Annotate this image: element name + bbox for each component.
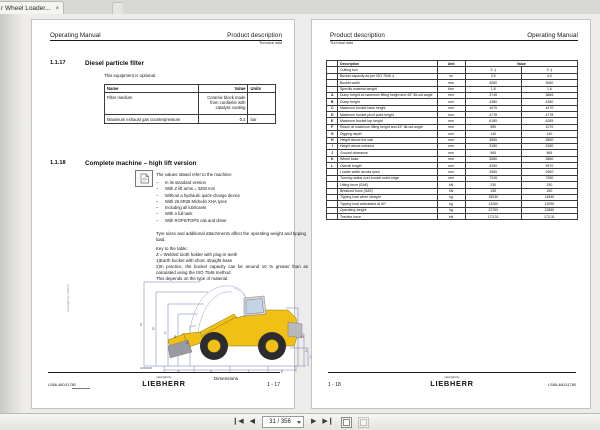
- cell-key: D: [327, 112, 338, 118]
- cell-description: Height above exhaust: [338, 143, 437, 149]
- list-item-label: With Z lift arms = 3250 mm: [165, 186, 216, 192]
- brand-wordmark: LIEBHERR: [430, 379, 474, 388]
- cell-v2: 140: [521, 131, 577, 137]
- footer-page-number: 1 - 17: [267, 382, 280, 388]
- cell-v2: 2960: [521, 169, 577, 175]
- cell-unit: mm: [437, 175, 465, 181]
- cell-v2: 14840: [521, 194, 577, 200]
- cell-v2: 4778: [521, 112, 577, 118]
- cell-v2: 9370: [521, 163, 577, 169]
- cell-v1: 7245: [465, 175, 521, 181]
- svg-text:D: D: [152, 327, 155, 331]
- cell-v2: 173.31: [521, 214, 577, 220]
- cell-v2: 3580: [521, 156, 577, 162]
- cell-v2: 1070: [521, 124, 577, 130]
- cell-description: Loader width across tyres: [338, 169, 437, 175]
- cell-key: B: [327, 99, 338, 105]
- cell-v1: 173.31: [465, 214, 521, 220]
- figure-caption: Dimensions: [214, 376, 238, 381]
- cell-v2: 3180: [521, 143, 577, 149]
- page-left: [32, 20, 311, 408]
- page-number-value: 31 / 356: [269, 418, 291, 425]
- cell-v1: 3.5: [465, 73, 521, 79]
- cell-key: I: [327, 143, 338, 149]
- cell-v2: 4380: [521, 99, 577, 105]
- section-2-intro: The values stated refer to the machine:: [156, 172, 233, 177]
- page-left-header-left: Operating Manual: [50, 32, 101, 39]
- key-line-2: 2)In practice, the bucket capacity can be around 10 % greater than as calculated using the ISO 7546 method.: [156, 264, 308, 276]
- column-header-description: Description: [338, 61, 437, 67]
- footer-logo: [142, 376, 185, 388]
- cell-v2: Z ¹): [521, 67, 577, 73]
- svg-text:C: C: [164, 331, 167, 335]
- cell-description: Tipping load articulated at 40°: [338, 201, 437, 207]
- table-row: [105, 115, 276, 123]
- column-header-value: Value: [465, 61, 577, 67]
- cell-v1: 9250: [465, 163, 521, 169]
- page-right: [312, 20, 590, 408]
- list-item-label: Including all lubricants: [165, 205, 207, 211]
- cell-unit: mm: [437, 137, 465, 143]
- section-2-bullet-list: [156, 180, 306, 224]
- cell-key: C: [327, 105, 338, 111]
- cell-description: Bucket capacity as per ISO 7546 ²): [338, 73, 437, 79]
- cell-unit: mm: [437, 118, 465, 124]
- cell-description: Operating weight: [338, 207, 437, 213]
- cell-key: E: [327, 118, 338, 124]
- cell-v1: 155: [465, 188, 521, 194]
- column-header-unit: Unit: [437, 61, 465, 67]
- list-item: – With ROPS/FOPS cab and driver: [156, 217, 227, 223]
- cell-description: Maximum bucket pivot point height: [338, 112, 437, 118]
- cell-description: Height above the cab: [338, 137, 437, 143]
- table-header-row: [105, 85, 276, 93]
- list-item-label: In its standard version: [165, 180, 206, 185]
- cell-v1: 6180: [465, 118, 521, 124]
- cell-unit: kg: [437, 194, 465, 200]
- cell-key: [327, 214, 338, 220]
- cell-description: Dump height: [338, 99, 437, 105]
- cell-v1: 140: [465, 131, 521, 137]
- cell-v2: 3060: [521, 80, 577, 86]
- svg-text:J: J: [305, 349, 307, 353]
- cell-unit: mm: [437, 80, 465, 86]
- list-item-label: With 26.5R25 Michelin XHA tyres: [165, 198, 227, 204]
- cell-v2: 230: [521, 182, 577, 188]
- cell-v1: 2960: [465, 169, 521, 175]
- svg-text:B: B: [174, 335, 177, 339]
- diesel-particle-filter-table: [104, 84, 276, 124]
- cell-unit: mm: [437, 105, 465, 111]
- cell-description: Ground clearance: [338, 150, 437, 156]
- list-item: – With 26.5R25 Michelin XHA tyres: [156, 198, 227, 204]
- footer-copyright: copyright by: [444, 376, 460, 379]
- cell-v1: 565: [465, 150, 521, 156]
- cell-unit: mm: [437, 131, 465, 137]
- cell-v2: 1.6: [521, 86, 577, 92]
- footer-document-id: LS66-460/11780: [48, 383, 76, 387]
- section-title: Diesel particle filter: [85, 60, 144, 67]
- cell-v2: 4.0: [521, 73, 577, 79]
- footer-copyright: copyright by: [156, 376, 172, 379]
- cell-v2: 3550: [521, 137, 577, 143]
- section-2-paragraph: Tyre sizes and additional attachments affect the operating weight and tipping load.: [156, 231, 306, 243]
- cell-v2: 13090: [521, 201, 577, 207]
- section-number: 1.1.18: [50, 160, 66, 166]
- complete-machine-specification-table: [326, 60, 578, 220]
- key-line-z: Z = Welded tooth holder with plug-in teeth: [156, 252, 238, 257]
- viewer-left-gutter: [0, 14, 22, 414]
- figure-reference: LMS0003: [140, 366, 152, 370]
- cell-key: G: [327, 131, 338, 137]
- cell-key: K: [327, 156, 338, 162]
- table-body: [327, 61, 578, 220]
- list-item-label: With ROPS/FOPS cab and driver: [165, 217, 227, 223]
- cell-description: Turning radius over bucket outer edge: [338, 175, 437, 181]
- copy-icon[interactable]: [341, 417, 352, 428]
- page-side-note: copyright by Liebherr: [66, 283, 70, 312]
- paste-icon[interactable]: [358, 417, 369, 428]
- section-heading-diesel-particle-filter: [50, 60, 144, 67]
- cell-v2: 565: [521, 150, 577, 156]
- section-title: Complete machine – high lift version: [85, 160, 197, 167]
- cell-v2: 4470: [521, 105, 577, 111]
- cell-v1: 4380: [465, 99, 521, 105]
- page-right-header-left: Product description: [330, 32, 385, 39]
- page-right-header: [330, 32, 578, 41]
- page-right-subheader: Technical data: [330, 41, 353, 45]
- cell-v1: 230: [465, 182, 521, 188]
- cell-unit: m³: [437, 73, 465, 79]
- cell-description: Maximum bucket top height: [338, 118, 437, 124]
- page-left-subheader: Technical data: [259, 41, 282, 45]
- cell-unit: [248, 93, 276, 115]
- tab-strip: [0, 0, 600, 15]
- cell-unit: mm: [437, 163, 465, 169]
- cell-v1: 3580: [465, 156, 521, 162]
- brand-wordmark: LIEBHERR: [142, 379, 186, 388]
- cell-name: Maximum exhaust gas counterpressure: [105, 115, 199, 123]
- cell-v1: Z ¹): [465, 67, 521, 73]
- key-line-3: This depends on the type of material.: [156, 276, 229, 281]
- cell-description: Cutting tool: [338, 67, 437, 73]
- cell-unit: kg: [437, 207, 465, 213]
- viewer-toolbar: [0, 413, 600, 430]
- cell-v1: 4778: [465, 112, 521, 118]
- cell-description: Tipping load when straight: [338, 194, 437, 200]
- cell-v1: 15030: [465, 194, 521, 200]
- footer-divider: [328, 372, 576, 373]
- cell-description: Overall length: [338, 163, 437, 169]
- svg-text:H: H: [301, 335, 304, 339]
- cell-v1: 3060: [465, 80, 521, 86]
- list-item: – In its standard version: [156, 180, 206, 185]
- key-to-table-title: Key to the table:: [156, 246, 188, 251]
- cell-v1: 13260: [465, 201, 521, 207]
- cell-description: Wheel base: [338, 156, 437, 162]
- footer-document-id: LS66-460/11780: [548, 383, 576, 387]
- cell-unit: mm: [437, 169, 465, 175]
- svg-text:F: F: [281, 370, 284, 374]
- cell-unit: bar: [248, 115, 276, 123]
- cell-unit: mm: [437, 99, 465, 105]
- cell-description: Bucket width: [338, 80, 437, 86]
- page-number-input[interactable]: [262, 416, 304, 428]
- svg-text:E: E: [140, 323, 143, 327]
- tab-title: r Wheel Loader...: [1, 4, 51, 12]
- document-viewer-canvas: [0, 14, 600, 414]
- wheel-loader-dimension-drawing: [138, 274, 314, 374]
- svg-text:I: I: [310, 355, 311, 359]
- cell-description: Dump height at maximum lifting height and 45° tilt-out angle: [338, 92, 437, 98]
- cell-name: Filter medium: [105, 93, 199, 115]
- table-row: [327, 214, 578, 220]
- section-heading-complete-machine: [50, 160, 197, 167]
- column-header-value: Value: [198, 85, 248, 93]
- cell-unit: t/m³: [437, 86, 465, 92]
- cell-description: Lifting force (SAE): [338, 182, 437, 188]
- cell-v1: 980: [465, 124, 521, 130]
- cell-value: Ceramic block made from cordierite with catalytic coating: [198, 93, 248, 115]
- cell-unit: mm: [437, 124, 465, 130]
- column-header-name: Name: [105, 85, 199, 93]
- page-left-footer: [48, 376, 280, 394]
- cell-description: Digging depth: [338, 131, 437, 137]
- next-page-button[interactable]: ▶: [311, 418, 317, 425]
- cell-unit: mm: [437, 150, 465, 156]
- footer-page-number: 1 - 18: [328, 382, 341, 388]
- cell-v2: 7280: [521, 175, 577, 181]
- cell-unit: kN: [437, 182, 465, 188]
- page-right-footer: [328, 376, 576, 394]
- first-page-button[interactable]: ❙◀: [232, 418, 244, 425]
- cell-description: Tractive force: [338, 214, 437, 220]
- chevron-down-icon[interactable]: [297, 421, 301, 424]
- section-number: 1.1.17: [50, 60, 66, 66]
- cell-description: Reach at maximum lifting height and 45° tilt-out angle: [338, 124, 437, 130]
- footer-divider: [48, 372, 280, 373]
- tab-document[interactable]: [0, 1, 64, 15]
- previous-page-button[interactable]: ◀: [249, 418, 255, 425]
- page-left-header-right: Product description: [227, 32, 282, 39]
- cell-unit: mm: [437, 112, 465, 118]
- page-left-header: [50, 32, 282, 41]
- cell-key: F: [327, 124, 338, 130]
- cell-unit: kN: [437, 188, 465, 194]
- cell-value: 0.2: [198, 115, 248, 123]
- table-row: [105, 93, 276, 115]
- last-page-button[interactable]: ▶❙: [322, 418, 334, 425]
- cell-unit: kg: [437, 201, 465, 207]
- cell-key: J: [327, 150, 338, 156]
- cell-description: Breakout force (SAE): [338, 188, 437, 194]
- cell-v2: 22860: [521, 207, 577, 213]
- list-item-label: Without a hydraulic quick-change device: [165, 192, 240, 198]
- cell-v2: 3665: [521, 92, 577, 98]
- cell-unit: kN: [437, 214, 465, 220]
- list-item: – With Z lift arms = 3250 mm: [156, 186, 216, 192]
- footer-logo: [430, 376, 473, 388]
- cell-description: Maximum bucket base height: [338, 105, 437, 111]
- list-item: – Without a hydraulic quick-change device: [156, 192, 240, 198]
- cell-unit: mm: [437, 92, 465, 98]
- cell-v2: 150: [521, 188, 577, 194]
- cell-v1: 1.8: [465, 86, 521, 92]
- list-item: – Including all lubricants: [156, 205, 207, 211]
- cell-key: A: [327, 92, 338, 98]
- cell-v1: 3745: [465, 92, 521, 98]
- cell-v1: 3180: [465, 143, 521, 149]
- cell-v1: 4470: [465, 105, 521, 111]
- cell-unit: mm: [437, 156, 465, 162]
- cell-key: H: [327, 137, 338, 143]
- cell-description: Specific material weight: [338, 86, 437, 92]
- section-1-note: This equipment is optional.: [104, 73, 157, 78]
- cell-v2: 6285: [521, 118, 577, 124]
- key-line-1: 1)Earth bucket with short, straight base: [156, 258, 233, 263]
- close-icon[interactable]: ×: [55, 4, 60, 12]
- svg-text:A: A: [186, 341, 189, 345]
- cell-unit: mm: [437, 143, 465, 149]
- column-header-units: Units: [248, 85, 276, 93]
- cell-v1: 22750: [465, 207, 521, 213]
- list-item-label: With a full tank: [165, 211, 193, 217]
- page-right-header-right: Operating Manual: [527, 32, 578, 39]
- cell-v1: 3550: [465, 137, 521, 143]
- list-item: – With a full tank: [156, 211, 193, 217]
- cell-key: L: [327, 163, 338, 169]
- document-icon: [135, 170, 153, 187]
